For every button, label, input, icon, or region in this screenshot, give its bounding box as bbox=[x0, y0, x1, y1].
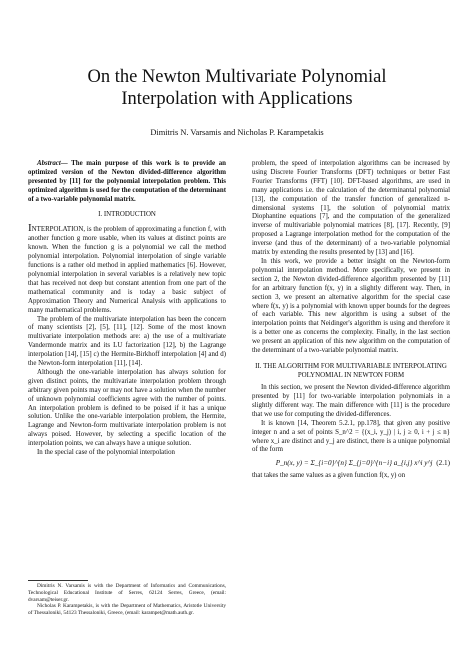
abstract-text: — The main purpose of this work is to provide an optimized version of the Newton divided-difference algorithm presented by [11] for the polynomial interpolation problem. This optimized algorithm is used for the computation of the determinant of a two-variable polynomial matrix. bbox=[28, 160, 226, 203]
footnote-author-1: Dimitris N. Varsamis is with the Department of Informatics and Communications, Technological Educational Institute of Serres, 62124 Serres, Greece, (email: dvarsam@teiser.gr. bbox=[28, 583, 226, 603]
equation-number: (2.1) bbox=[436, 459, 450, 468]
title-line-2: Interpolation with Applications bbox=[121, 89, 353, 109]
footnote-author-2: Nicholas P. Karampetakis, is with the Department of Mathematics, Aristotle University of Thessaloniki, 54123 Thessaloniki, Greece, (email: karampet@math.auth.gr. bbox=[28, 603, 226, 617]
intro-paragraph-1 bbox=[28, 224, 226, 315]
footnote-rule bbox=[28, 580, 88, 581]
right-paragraph-2: In this work, we provide a better insight on the Newton-form polynomial interpolation method. More specifically, we present in section 2, the Newton divided-difference algorithm presented by [11] for an arbitrary function f(x, y) in a slightly different way. Then, in section 3, we present an alternative algorithm for the special case where f(x, y) is a polynomial with known upper bounds for the degrees of each variable. This new algorithm is using a subset of the interpolation points that Neidinger's algorithm is using and therefore it is a better one as concerns the complexity. Finally, in the last section we present an application of this new algorithm on the computation of the determinant of a two-variable polynomial matrix. bbox=[252, 257, 450, 355]
title-line-1: On the Newton Multivariate Polynomial bbox=[87, 67, 387, 87]
equation-body: P_n(x, y) = Σ_{i=0}^{n} Σ_{j=0}^{n−i} a_{i,j} x^i y^j bbox=[275, 459, 433, 468]
intro-paragraph-3: Although the one-variable interpolation has always solution for given distinct points, the multivariate interpolation problem through arbitrary given points may or may not have a solution when the number of unknown polynomial coefficients agree with the number of points. An interpolation problem is defined to be poised if it has a unique solution. Unlike the one-variable interpolation problem, the Hermite, Lagrange and Newton-form multivariate interpolation problem is not always poised. However, by selecting a specific location of the interpolation points, we can always have a unique solution. bbox=[28, 368, 226, 448]
right-paragraph-4: It is known [14, Theorem 5.2.1, pp.178], that given any positive integer n and a set of points S_n^2 = {(x_i, y_j) | i, j ≥ 0, i + j ≤ n} where x_i are distinct and y_j are distinct, there is a unique polynomial of the form bbox=[252, 419, 450, 454]
drop-cap: I bbox=[28, 222, 32, 235]
intro-paragraph-4: In the special case of the polynomial interpolation bbox=[37, 449, 175, 457]
equation-2-1 bbox=[252, 459, 450, 468]
right-paragraph-1: problem, the speed of interpolation algorithms can be increased by using Discrete Fourier Transforms (DFT) techniques or better Fast Fourier Transforms (FFT) [10]. DFT-based algorithms, are used in many applications i.e. the calculation of the determinantal polynomial [13], the computation of the transfer function of generalized n-dimensional systems [1], the solution of polynomial matrix Diophantine equations [7], and the computation of the generalized inverse of multivariable polynomial matrices [8], [17]. Recently, [9] proposed a Lagrange interpolation method for the computation of the inverse (and thus of the determinant) of a two-variable polynomial matrix by extending the results presented by [13] and [16]. bbox=[252, 160, 450, 257]
intro-paragraph-1-text: NTERPOLATION, is the problem of approximating a function f, with another function g more usable, when its values at distinct points are known. When the function g is a polynomial we call the method polynomial interpolation. Polynomial interpolation of single variable functions is a rather old method in applied mathematics [6]. However, polynomial interpolation in several variables is a relatively new topic that has received not deep but constant attention from one part of the mathematical community and is today a basic subject of Approximation Theory and Numerical Analysis with applications to many mathematical problems. bbox=[28, 226, 226, 314]
section-2-heading-line-1: II. THE ALGORITHM FOR MULTIVARIABLE INTERPOLATING bbox=[255, 362, 447, 370]
section-2-heading-line-2: POLYNOMIAL IN NEWTON FORM bbox=[297, 371, 405, 379]
section-2-heading bbox=[252, 363, 450, 380]
abstract-label: Abstract bbox=[37, 160, 61, 167]
right-column bbox=[252, 160, 450, 481]
left-column bbox=[28, 160, 226, 458]
section-1-heading: I. INTRODUCTION bbox=[98, 210, 156, 218]
authors: Dimitris N. Varsamis and Nicholas P. Karampetakis bbox=[150, 128, 324, 137]
right-paragraph-5: that takes the same values as a given function f(x, y) on bbox=[252, 472, 406, 480]
right-paragraph-3: In this section, we present the Newton divided-difference algorithm presented by [11] for two-variable interpolation polynomials in a slightly different way. The main difference with [11] is the procedure that we use for computing the divided-differences. bbox=[252, 384, 450, 418]
author-footnote bbox=[28, 580, 226, 617]
abstract bbox=[28, 160, 226, 205]
intro-paragraph-2: The problem of the multivariate interpolation has been the concern of many scientists [2], [5], [11], [12]. Some of the most known multivariate interpolation methods are: a) the use of a multivariate Vandermonde matrix and its LU factorization [12], b) the Lagrange interpolation [14], [15] c) the Hermite-Birkhoff interpolation [4] and d) the Newton-form interpolation [11], [14]. bbox=[28, 315, 226, 368]
paper-title bbox=[40, 66, 434, 110]
